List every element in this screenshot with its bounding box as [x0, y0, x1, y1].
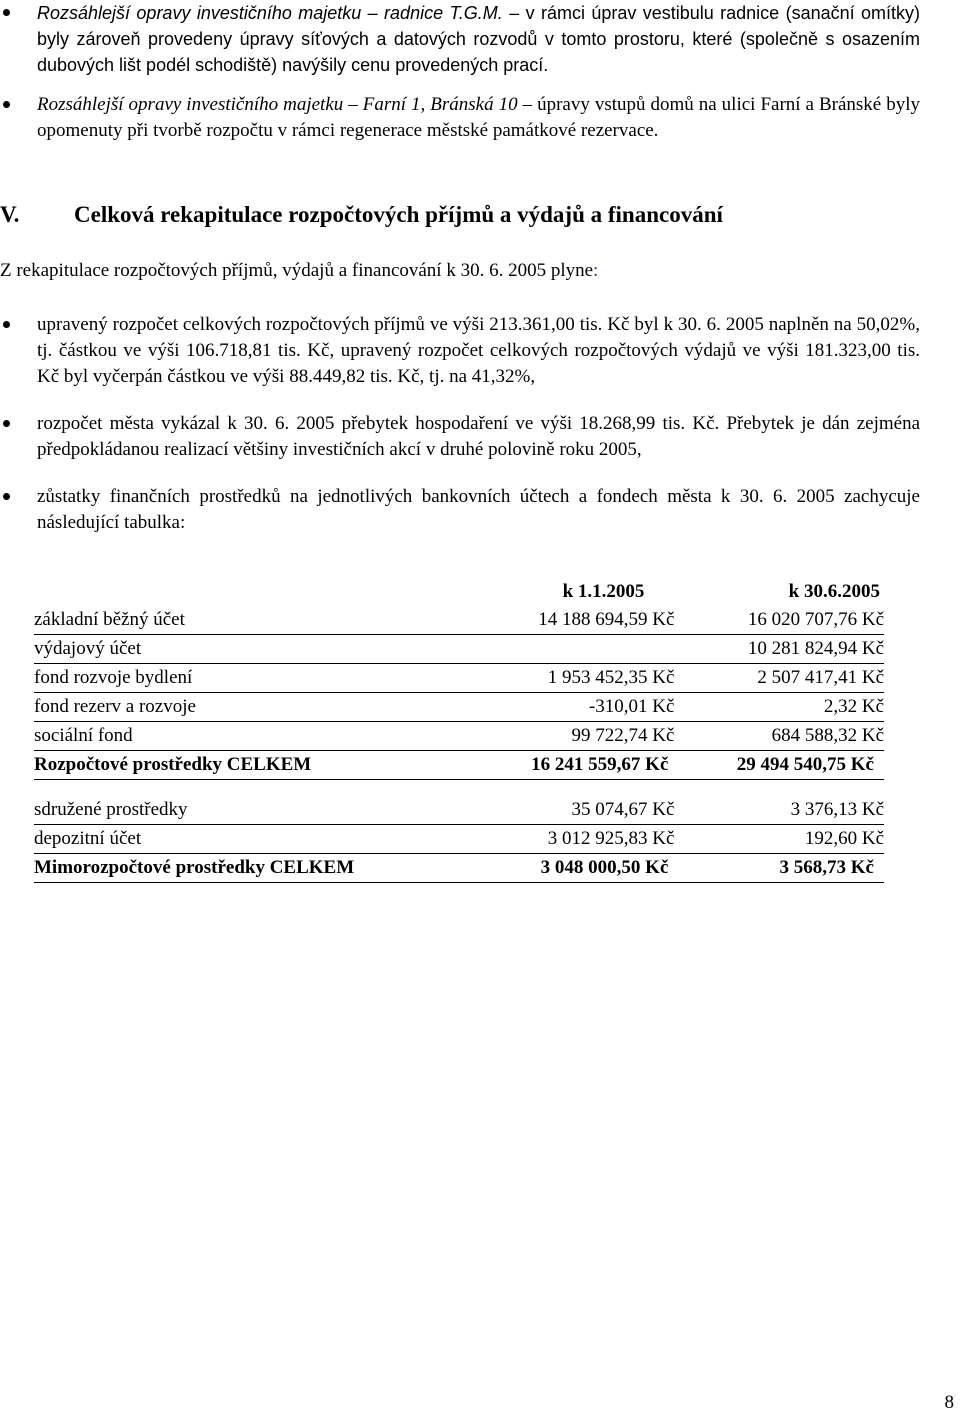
row-end-value: 16 020 707,76 Kč: [674, 606, 884, 635]
table-row: [34, 825, 884, 854]
page-number: 8: [944, 1392, 954, 1413]
row-start-value: 35 074,67 Kč: [457, 796, 675, 825]
intro-bullet-list: [0, 0, 920, 144]
bullet-icon: [3, 321, 10, 328]
bullet-body-text: upravený rozpočet celkových rozpočtových příjmů ve výši 213.361,00 tis. Kč byl k 30. 6. 2005 naplněn na 50,02%, tj. částkou ve výši 106.718,81 tis. Kč, upravený rozpočet celkových rozpočtových výdajů ve výši 181.323,00 tis. Kč byl vyčerpán částkou ve výši 88.449,82 tis. Kč, tj. na 41,32%,: [37, 314, 920, 387]
row-end-value: 2,32 Kč: [674, 693, 884, 722]
table-header-row: [34, 578, 884, 606]
row-label: sdružené prostředky: [34, 796, 457, 825]
bullet-body-text: – úpravy vstupů domů na ulici Farní a Bránské byly opomenuty při tvorbě rozpočtu v rámci regenerace městské památkové rezervace.: [37, 94, 920, 141]
table-row: [34, 796, 884, 825]
total-label: Rozpočtové prostředky CELKEM: [34, 751, 457, 780]
summary-intro-colon: :: [593, 260, 599, 281]
bullet-body-text: rozpočet města vykázal k 30. 6. 2005 přebytek hospodaření ve výši 18.268,99 tis. Kč. Přebytek je dán zejména předpokládanou realizací většiny investičních akcí v druhé polovině roku 2005,: [37, 413, 920, 460]
bullet-body-text: – v rámci úprav vestibulu radnice (sanační omítky) byly zároveň provedeny úpravy síťových a datových rozvodů v tomto prostoru, které (společně s osazením dubových lišt podél schodiště) navýšily cenu provedených prací.: [37, 3, 920, 75]
table-header-label: [34, 578, 457, 606]
summary-bullet-budget: [0, 312, 920, 390]
summary-intro-text: Z rekapitulace rozpočtových příjmů, výdajů a financování k 30. 6. 2005 plyne: [0, 260, 594, 281]
row-start-value: 14 188 694,59 Kč: [457, 606, 675, 635]
total-start-value: 3 048 000,50 Kč: [457, 854, 675, 883]
table-spacer-row: [34, 780, 884, 797]
row-start-value: 1 953 452,35 Kč: [457, 664, 675, 693]
balance-table: [34, 578, 884, 883]
bullet-lead-text: Rozsáhlejší opravy investičního majetku – Farní 1, Bránská 10: [37, 94, 518, 115]
bullet-lead-text: Rozsáhlejší opravy investičního majetku – radnice T.G.M.: [37, 3, 503, 23]
table-header-end: k 30.6.2005: [788, 581, 880, 602]
section-number: V.: [0, 202, 20, 227]
row-end-value: 192,60 Kč: [674, 825, 884, 854]
section-heading: [0, 200, 723, 230]
row-start-value: 99 722,74 Kč: [457, 722, 675, 751]
intro-bullet-radnice: [0, 0, 920, 78]
row-label: fond rozvoje bydlení: [34, 664, 457, 693]
row-label: výdajový účet: [34, 635, 457, 664]
table-total-row: [34, 854, 884, 883]
summary-intro-paragraph: [0, 258, 598, 284]
row-end-value: 10 281 824,94 Kč: [674, 635, 884, 664]
bullet-body-text: zůstatky finančních prostředků na jednotlivých bankovních účtech a fondech města k 30. 6. 2005 zachycuje následující tabulka:: [37, 486, 920, 533]
summary-bullet-list: [0, 312, 920, 536]
row-start-value: 3 012 925,83 Kč: [457, 825, 675, 854]
row-end-value: 2 507 417,41 Kč: [674, 664, 884, 693]
row-end-value: 684 588,32 Kč: [674, 722, 884, 751]
row-end-value: 3 376,13 Kč: [674, 796, 884, 825]
total-label: Mimorozpočtové prostředky CELKEM: [34, 854, 457, 883]
row-start-value: [457, 635, 675, 664]
table-total-row: [34, 751, 884, 780]
bullet-icon: [3, 9, 10, 16]
table-row: [34, 693, 884, 722]
bullet-icon: [3, 493, 10, 500]
row-label: sociální fond: [34, 722, 457, 751]
section-title: Celková rekapitulace rozpočtových příjmů a výdajů a financování: [74, 202, 723, 227]
intro-bullet-farni: [0, 92, 920, 144]
table-row: [34, 635, 884, 664]
row-start-value: -310,01 Kč: [457, 693, 675, 722]
bullet-icon: [3, 420, 10, 427]
total-end-value: 29 494 540,75 Kč: [674, 751, 884, 780]
table-row: [34, 664, 884, 693]
total-start-value: 16 241 559,67 Kč: [457, 751, 675, 780]
summary-bullet-surplus: [0, 411, 920, 463]
row-label: fond rezerv a rozvoje: [34, 693, 457, 722]
table-row: [34, 606, 884, 635]
total-end-value: 3 568,73 Kč: [674, 854, 884, 883]
row-label: depozitní účet: [34, 825, 457, 854]
table-row: [34, 722, 884, 751]
table-header-start: k 1.1.2005: [562, 581, 645, 602]
summary-bullet-balances: [0, 484, 920, 536]
bullet-icon: [3, 101, 10, 108]
row-label: základní běžný účet: [34, 606, 457, 635]
